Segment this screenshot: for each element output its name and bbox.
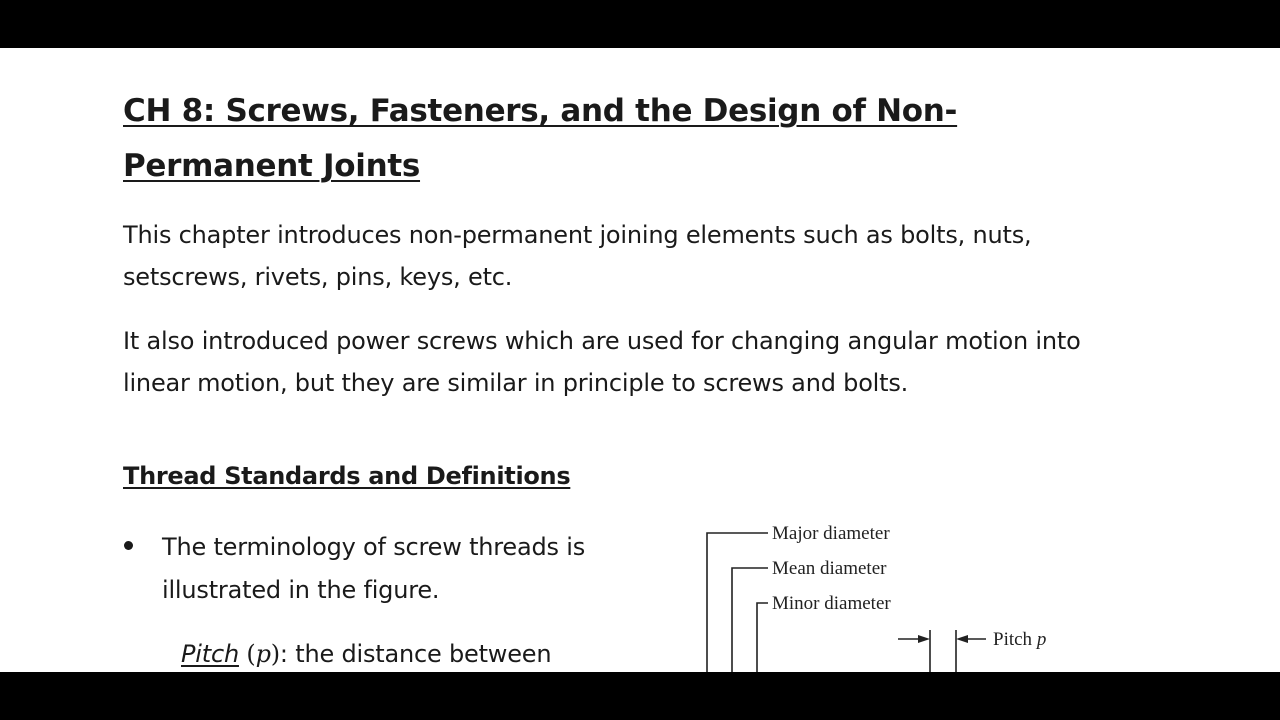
screw-thread-figure bbox=[630, 458, 1280, 672]
document-page bbox=[0, 48, 1280, 672]
definition-term: Pitch bbox=[181, 640, 239, 668]
minor-diameter-leader bbox=[757, 603, 768, 672]
definition-symbol: (p) bbox=[246, 640, 280, 668]
pitch-arrowhead-right bbox=[956, 635, 968, 643]
mean-diameter-leader bbox=[732, 568, 768, 672]
bullet-icon bbox=[124, 541, 133, 550]
pitch-label: Pitch p bbox=[993, 629, 1047, 650]
pitch-definition bbox=[181, 634, 551, 672]
bullet-text: The terminology of screw threads is illustrated in the figure. bbox=[162, 533, 586, 604]
video-letterbox-bottom bbox=[0, 672, 1280, 720]
pitch-arrowhead-left bbox=[918, 635, 930, 643]
intro-paragraph: This chapter introduces non-permanent joining elements such as bolts, nuts, setscrews, rivets, pins, keys, etc. bbox=[123, 221, 1032, 291]
major-diameter-label: Major diameter bbox=[772, 523, 890, 544]
chapter-title: CH 8: Screws, Fasteners, and the Design of Non-Permanent Joints bbox=[123, 93, 958, 184]
minor-diameter-label: Minor diameter bbox=[772, 593, 891, 614]
definition-text: : the distance between bbox=[279, 640, 552, 668]
mean-diameter-label: Mean diameter bbox=[772, 558, 887, 579]
screw-thread-diagram bbox=[630, 458, 1280, 672]
power-screws-paragraph: It also introduced power screws which are used for changing angular motion into linear motion, but they are similar in principle to screws and bolts. bbox=[123, 327, 1081, 397]
video-letterbox-top bbox=[0, 0, 1280, 48]
section-heading: Thread Standards and Definitions bbox=[123, 462, 571, 490]
